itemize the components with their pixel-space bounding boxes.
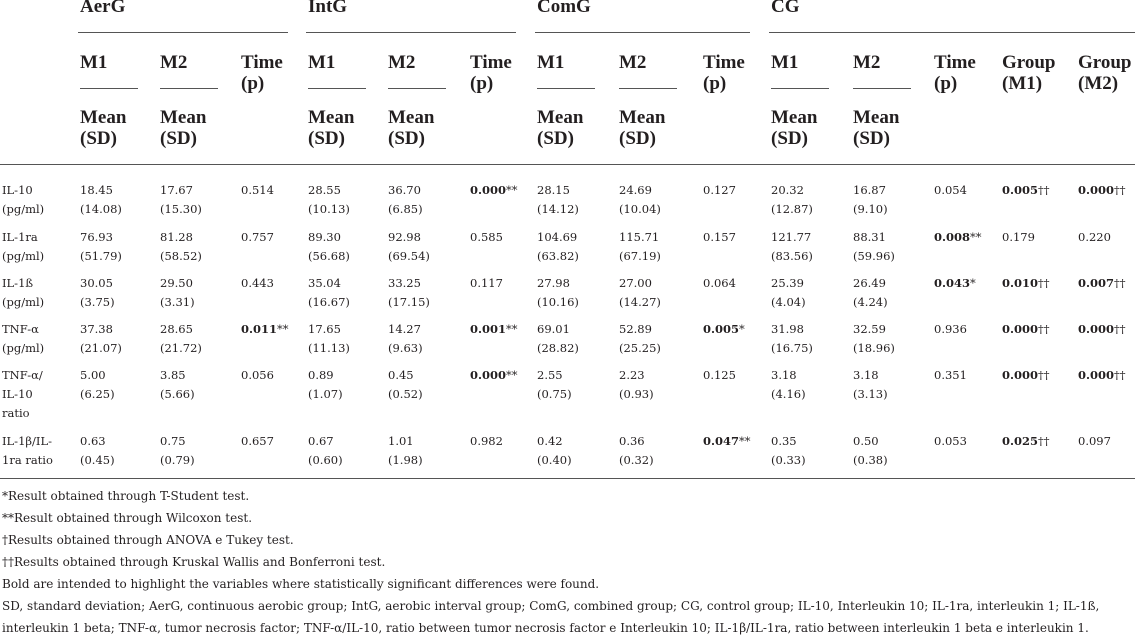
- m2-value: 2.23 (0.93): [619, 368, 654, 401]
- group-header-comg: ComG: [537, 0, 591, 17]
- m1-header: M1: [80, 52, 108, 73]
- row-label: IL-1β/IL- 1ra ratio: [2, 434, 53, 467]
- group-rule-comg: [535, 32, 750, 33]
- group-m1-value: 0.025††: [1002, 434, 1050, 448]
- group-m2-value: 0.000††: [1078, 368, 1126, 382]
- m1-value: 89.30 (56.68): [308, 230, 350, 263]
- time-p-value: 0.936: [934, 322, 967, 336]
- m2-header: M2: [619, 52, 647, 73]
- m1-value: 104.69 (63.82): [537, 230, 579, 263]
- m1-value: 5.00 (6.25): [80, 368, 115, 401]
- m2-value: 27.00 (14.27): [619, 276, 661, 309]
- m2-value: 33.25 (17.15): [388, 276, 430, 309]
- m1-value: 31.98 (16.75): [771, 322, 813, 355]
- m2-underline: [853, 88, 911, 89]
- time-p-value: 0.001**: [470, 322, 518, 336]
- time-p-value: 0.000**: [470, 183, 518, 197]
- time-p-value: 0.005*: [703, 322, 745, 336]
- m2-underline: [160, 88, 218, 89]
- row-label: TNF-α (pg/ml): [2, 322, 45, 355]
- group-m1-value: 0.000††: [1002, 368, 1050, 382]
- time-p-value: 0.514: [241, 183, 274, 197]
- m2-value: 36.70 (6.85): [388, 183, 423, 216]
- m1-value: 69.01 (28.82): [537, 322, 579, 355]
- m1-value: 0.42 (0.40): [537, 434, 572, 467]
- time-p-value: 0.053: [934, 434, 967, 448]
- m1-header: M1: [771, 52, 799, 73]
- m1-value: 30.05 (3.75): [80, 276, 115, 309]
- footnote-line: *Result obtained through T-Student test.: [2, 489, 250, 503]
- row-label: IL-1ß (pg/ml): [2, 276, 45, 309]
- m2-value: 29.50 (3.31): [160, 276, 195, 309]
- time-p-value: 0.982: [470, 434, 503, 448]
- footnote-line: interleukin 1 beta; TNF-α, tumor necrosis factor; TNF-α/IL-10, ratio between tumor necrosis factor e Interleukin 10; IL-1β/IL-1ra, ratio between interleukin 1 beta e interleukin 1.: [2, 621, 1089, 635]
- m2-header: M2: [388, 52, 416, 73]
- footnote-line: **Result obtained through Wilcoxon test.: [2, 511, 253, 525]
- time-p-header: Time (p): [934, 52, 976, 94]
- group-rule-intg: [306, 32, 516, 33]
- time-p-value: 0.000**: [470, 368, 518, 382]
- header-bottom-rule: [0, 164, 1135, 165]
- group-header-cg: CG: [771, 0, 800, 17]
- time-p-header: Time (p): [241, 52, 283, 94]
- group-rule-aerg: [78, 32, 288, 33]
- m1-value: 37.38 (21.07): [80, 322, 122, 355]
- row-label: IL-10 (pg/ml): [2, 183, 45, 216]
- time-p-header: Time (p): [470, 52, 512, 94]
- group-m2-value: 0.097: [1078, 434, 1111, 448]
- m1-underline: [80, 88, 138, 89]
- m1-underline: [308, 88, 366, 89]
- m2-value: 92.98 (69.54): [388, 230, 430, 263]
- group-m2-value: 0.007††: [1078, 276, 1126, 290]
- mean-sd-header: Mean (SD): [160, 107, 207, 149]
- time-p-value: 0.117: [470, 276, 503, 290]
- group-m2-value: 0.000††: [1078, 322, 1126, 336]
- m2-header: M2: [853, 52, 881, 73]
- mean-sd-header: Mean (SD): [771, 107, 818, 149]
- m2-value: 52.89 (25.25): [619, 322, 661, 355]
- m2-value: 88.31 (59.96): [853, 230, 895, 263]
- m1-value: 0.89 (1.07): [308, 368, 343, 401]
- time-p-value: 0.351: [934, 368, 967, 382]
- m1-value: 121.77 (83.56): [771, 230, 813, 263]
- time-p-value: 0.064: [703, 276, 736, 290]
- m1-value: 2.55 (0.75): [537, 368, 572, 401]
- m2-header: M2: [160, 52, 188, 73]
- m2-value: 26.49 (4.24): [853, 276, 888, 309]
- group-m1-value: 0.010††: [1002, 276, 1050, 290]
- row-label: TNF-α/ IL-10 ratio: [2, 368, 43, 420]
- m1-value: 28.55 (10.13): [308, 183, 350, 216]
- m1-value: 0.67 (0.60): [308, 434, 343, 467]
- time-p-value: 0.585: [470, 230, 503, 244]
- m2-value: 0.45 (0.52): [388, 368, 423, 401]
- m2-value: 3.18 (3.13): [853, 368, 888, 401]
- m2-value: 16.87 (9.10): [853, 183, 888, 216]
- time-p-value: 0.657: [241, 434, 274, 448]
- time-p-value: 0.127: [703, 183, 736, 197]
- time-p-value: 0.125: [703, 368, 736, 382]
- time-p-value: 0.008**: [934, 230, 982, 244]
- m2-value: 1.01 (1.98): [388, 434, 423, 467]
- table-bottom-rule: [0, 478, 1135, 479]
- mean-sd-header: Mean (SD): [853, 107, 900, 149]
- m1-value: 3.18 (4.16): [771, 368, 806, 401]
- footnote-line: ††Results obtained through Kruskal Wallis and Bonferroni test.: [2, 555, 386, 569]
- m1-underline: [771, 88, 829, 89]
- group-header-intg: IntG: [308, 0, 348, 17]
- m2-value: 115.71 (67.19): [619, 230, 661, 263]
- m2-value: 0.36 (0.32): [619, 434, 654, 467]
- m2-value: 0.75 (0.79): [160, 434, 195, 467]
- group-m2-value: 0.220: [1078, 230, 1111, 244]
- m2-underline: [388, 88, 446, 89]
- mean-sd-header: Mean (SD): [619, 107, 666, 149]
- m1-value: 28.15 (14.12): [537, 183, 579, 216]
- mean-sd-header: Mean (SD): [537, 107, 584, 149]
- group-m2-value: 0.000††: [1078, 183, 1126, 197]
- time-p-value: 0.157: [703, 230, 736, 244]
- mean-sd-header: Mean (SD): [388, 107, 435, 149]
- m1-value: 17.65 (11.13): [308, 322, 350, 355]
- m1-value: 35.04 (16.67): [308, 276, 350, 309]
- group-m1-value: 0.000††: [1002, 322, 1050, 336]
- m1-value: 25.39 (4.04): [771, 276, 806, 309]
- time-p-value: 0.011**: [241, 322, 289, 336]
- m2-value: 3.85 (5.66): [160, 368, 195, 401]
- group-m1-value: 0.005††: [1002, 183, 1050, 197]
- time-p-value: 0.056: [241, 368, 274, 382]
- footnote-line: Bold are intended to highlight the variables where statistically significant differences were found.: [2, 577, 600, 591]
- m2-value: 14.27 (9.63): [388, 322, 423, 355]
- m1-header: M1: [537, 52, 565, 73]
- group-header-aerg: AerG: [80, 0, 126, 17]
- time-p-header: Time (p): [703, 52, 745, 94]
- time-p-value: 0.757: [241, 230, 274, 244]
- time-p-value: 0.054: [934, 183, 967, 197]
- m2-value: 81.28 (58.52): [160, 230, 202, 263]
- m2-value: 0.50 (0.38): [853, 434, 888, 467]
- m1-header: M1: [308, 52, 336, 73]
- m1-value: 20.32 (12.87): [771, 183, 813, 216]
- time-p-value: 0.047**: [703, 434, 751, 448]
- m2-underline: [619, 88, 677, 89]
- footnote-line: †Results obtained through ANOVA e Tukey test.: [2, 533, 294, 547]
- group-m1-header: Group (M1): [1002, 52, 1056, 94]
- m2-value: 32.59 (18.96): [853, 322, 895, 355]
- row-label: IL-1ra (pg/ml): [2, 230, 45, 263]
- m1-value: 0.35 (0.33): [771, 434, 806, 467]
- m1-value: 76.93 (51.79): [80, 230, 122, 263]
- footnote-line: SD, standard deviation; AerG, continuous aerobic group; IntG, aerobic interval group; ComG, combined group; CG, control group; IL-10, Interleukin 10; IL-1ra, interleukin 1; IL-1ß,: [2, 599, 1100, 613]
- m2-value: 24.69 (10.04): [619, 183, 661, 216]
- group-m1-value: 0.179: [1002, 230, 1035, 244]
- m1-value: 18.45 (14.08): [80, 183, 122, 216]
- group-m2-header: Group (M2): [1078, 52, 1132, 94]
- m1-value: 0.63 (0.45): [80, 434, 115, 467]
- m2-value: 17.67 (15.30): [160, 183, 202, 216]
- group-rule-cg: [769, 32, 1135, 33]
- mean-sd-header: Mean (SD): [308, 107, 355, 149]
- time-p-value: 0.443: [241, 276, 274, 290]
- time-p-value: 0.043*: [934, 276, 976, 290]
- m1-value: 27.98 (10.16): [537, 276, 579, 309]
- m2-value: 28.65 (21.72): [160, 322, 202, 355]
- m1-underline: [537, 88, 595, 89]
- mean-sd-header: Mean (SD): [80, 107, 127, 149]
